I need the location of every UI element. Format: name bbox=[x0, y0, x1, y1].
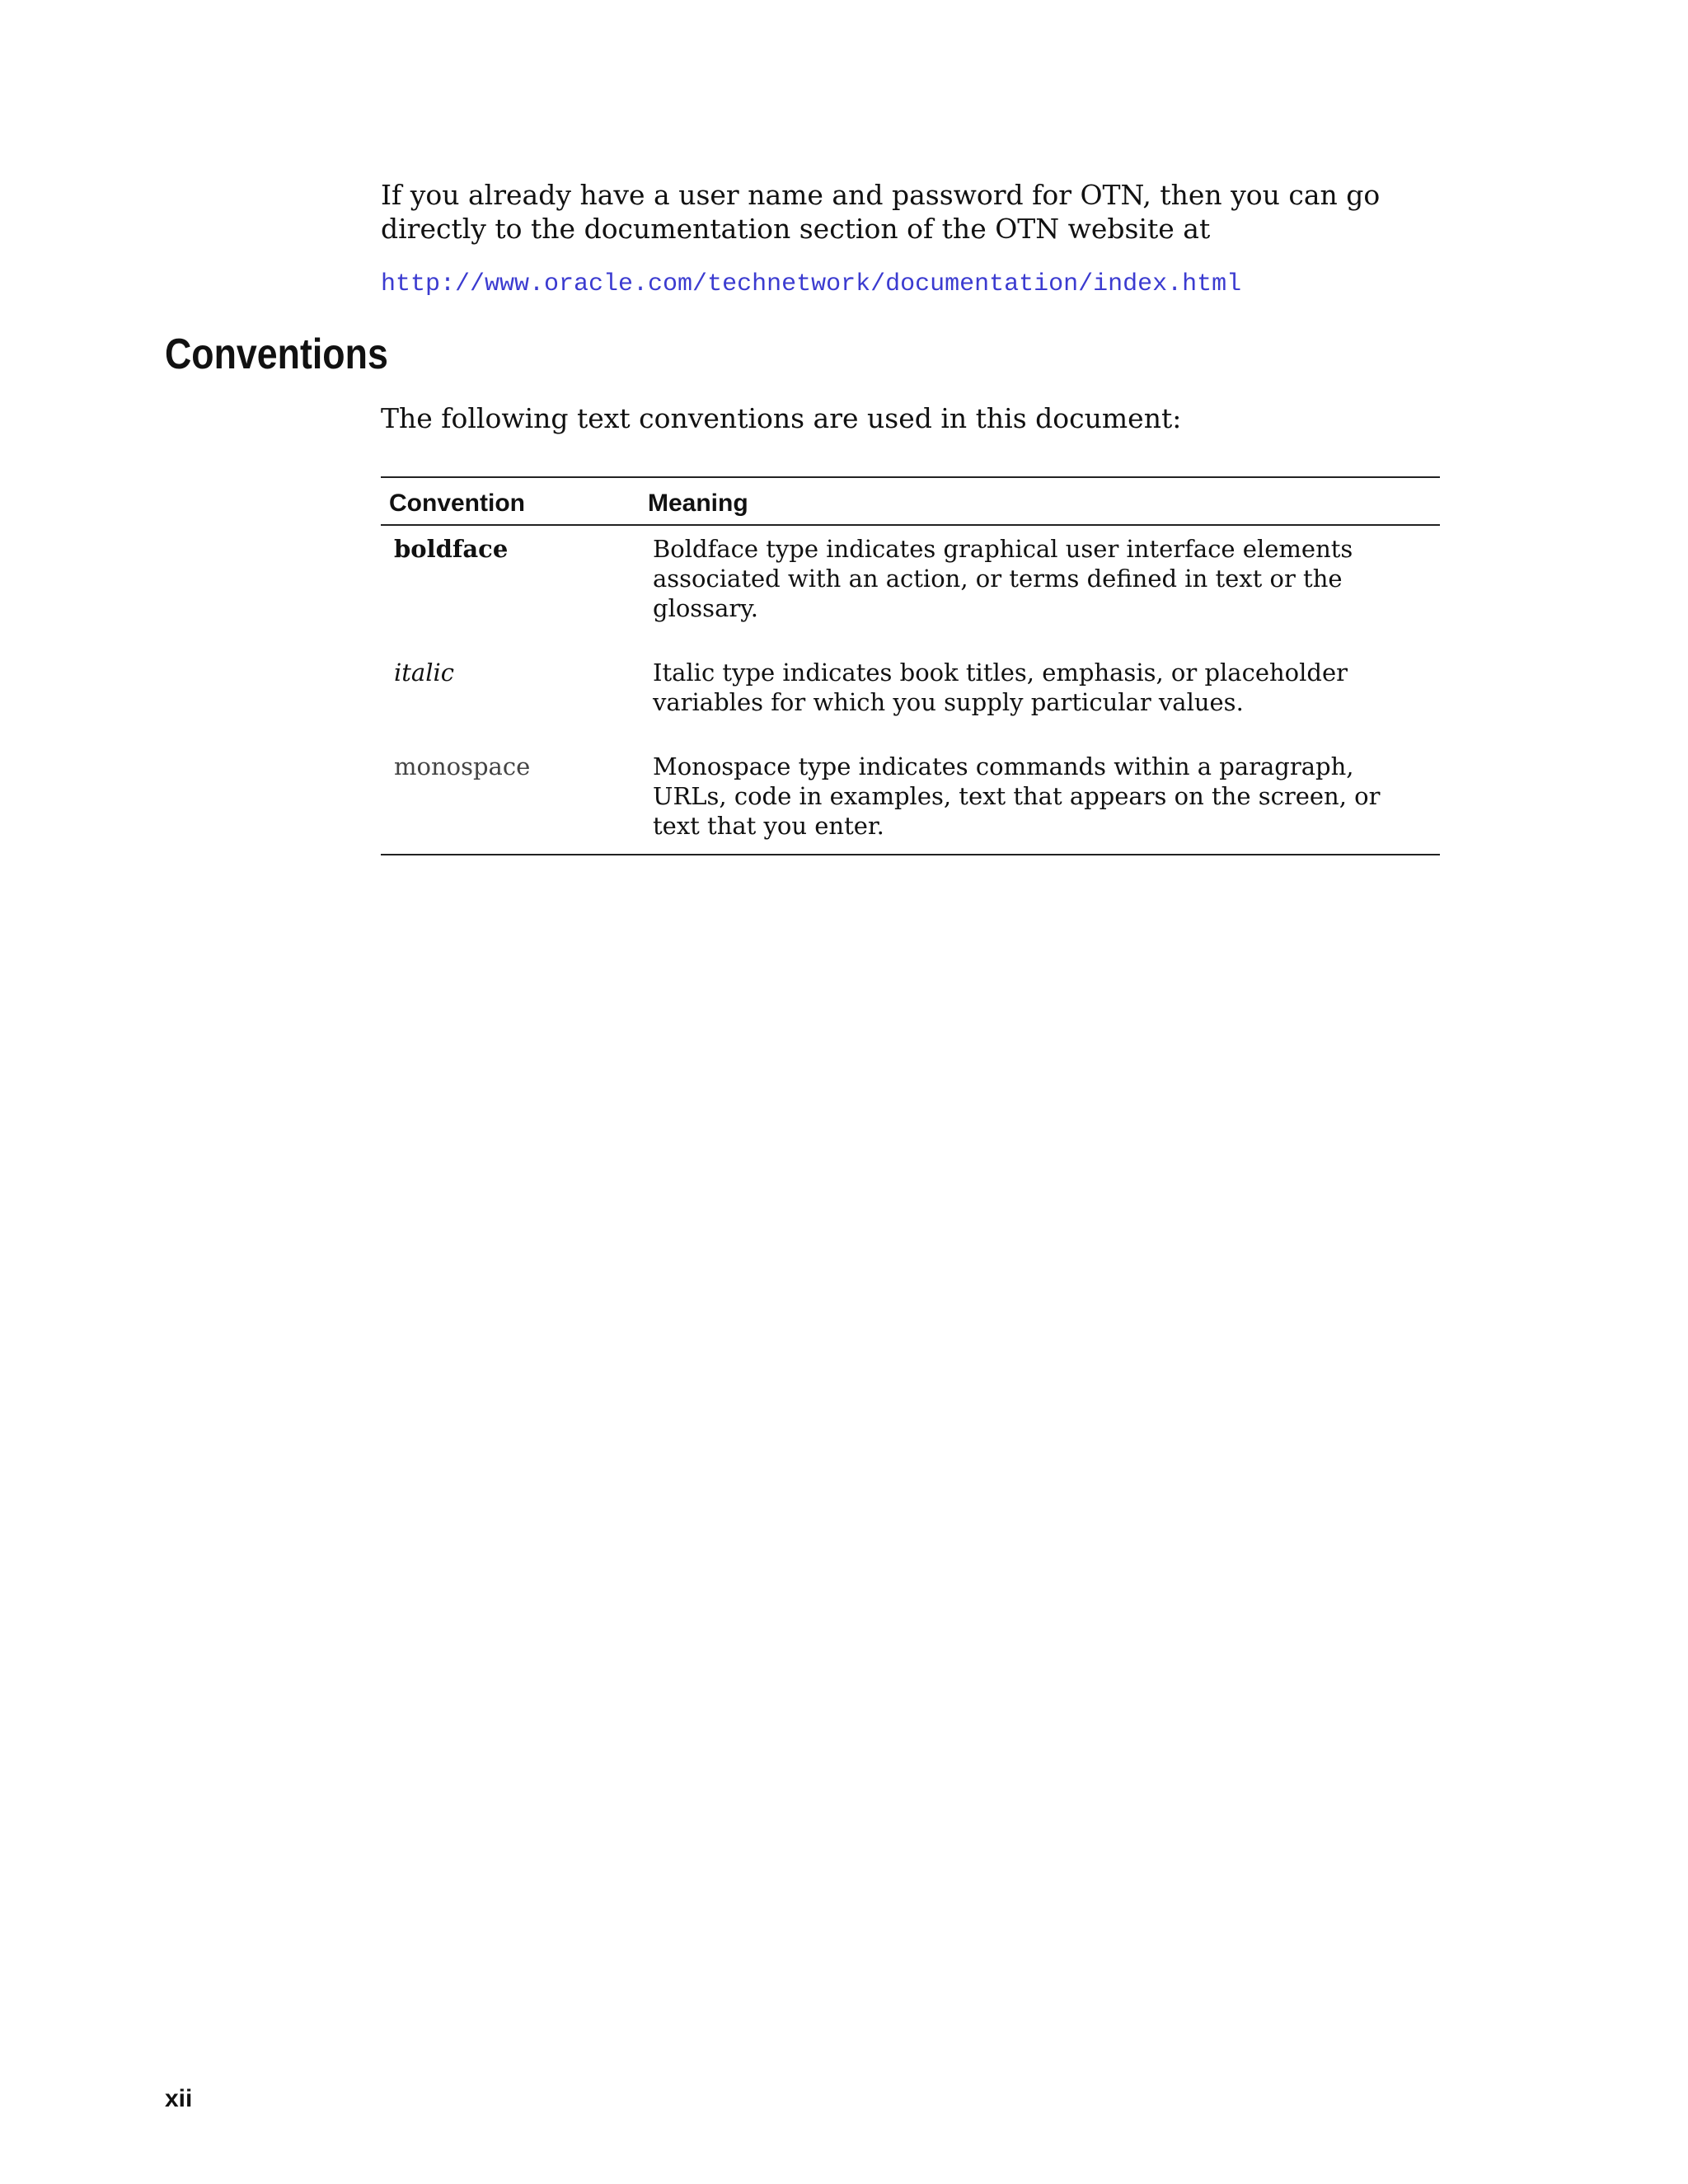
meaning-cell: Boldface type indicates graphical user interface elements associated with an action, or terms defined in text or the glossary. bbox=[653, 535, 1353, 622]
column-header-convention: Convention bbox=[381, 477, 640, 525]
column-header-meaning: Meaning bbox=[640, 477, 1440, 525]
section-heading: Conventions bbox=[165, 330, 388, 378]
meaning-cell: Italic type indicates book titles, emphasis, or placeholder variables for which you supply particular values. bbox=[653, 658, 1348, 716]
conventions-table bbox=[381, 476, 1440, 855]
convention-cell-boldface: boldface bbox=[394, 535, 509, 563]
table-row bbox=[381, 525, 1440, 649]
table-row bbox=[381, 649, 1440, 743]
intro-paragraph: If you already have a user name and password for OTN, then you can go directly to the documentation section of the OTN website at bbox=[381, 179, 1381, 245]
table-row bbox=[381, 743, 1440, 855]
convention-cell-monospace: monospace bbox=[381, 743, 640, 855]
convention-cell-italic: italic bbox=[394, 658, 455, 687]
otn-documentation-link[interactable]: http://www.oracle.com/technetwork/documentation/index.html bbox=[381, 270, 1242, 298]
section-lead-text: The following text conventions are used in this document: bbox=[381, 402, 1182, 434]
table-header-row bbox=[381, 477, 1440, 525]
meaning-cell: Monospace type indicates commands within a paragraph, URLs, code in examples, text that appears on the screen, or text that you enter. bbox=[640, 743, 1440, 855]
page-number: xii bbox=[165, 2085, 193, 2112]
